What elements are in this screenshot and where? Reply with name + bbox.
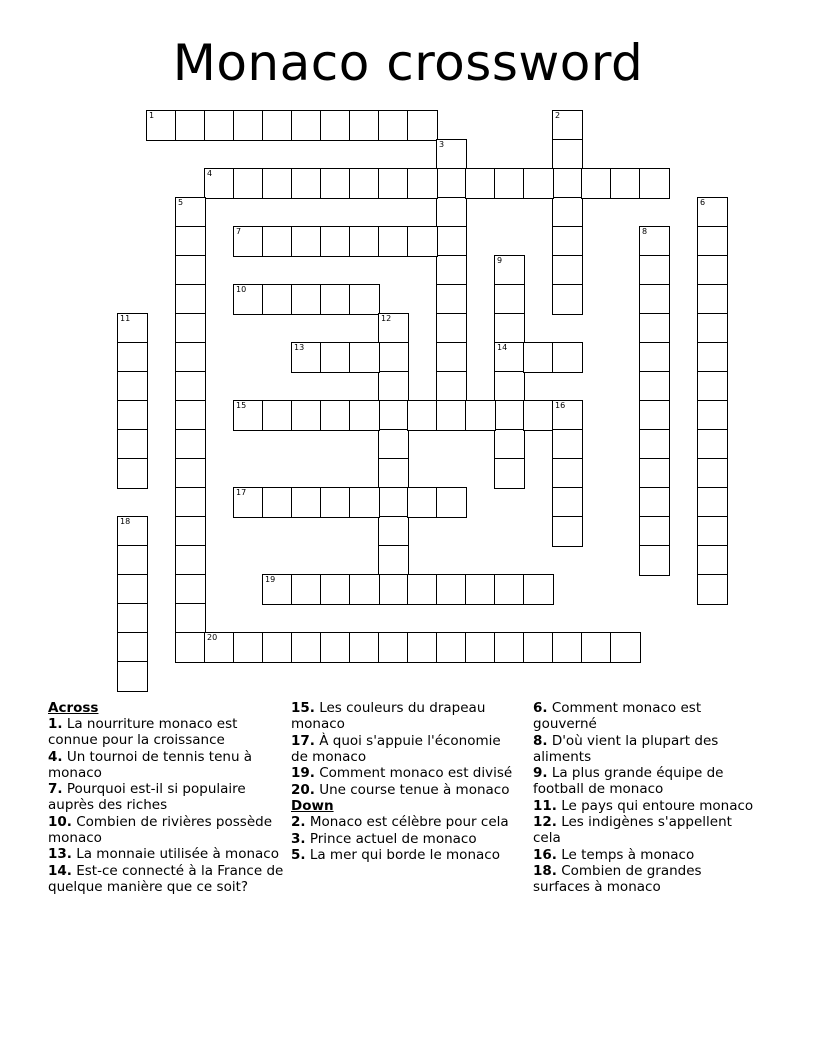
- grid-cell[interactable]: [262, 487, 293, 518]
- grid-cell[interactable]: [407, 226, 438, 257]
- grid-cell[interactable]: [436, 139, 467, 170]
- grid-cell[interactable]: [349, 110, 380, 141]
- down-clue: [533, 814, 759, 846]
- grid-cell[interactable]: [378, 371, 409, 402]
- grid-cell[interactable]: [320, 574, 351, 605]
- clue-text: Le pays qui entoure monaco: [561, 797, 754, 814]
- clue-number: 19.: [291, 765, 315, 781]
- grid-cell[interactable]: [320, 168, 351, 199]
- cell-number: 16: [555, 401, 566, 410]
- cell-number: 9: [497, 256, 503, 265]
- grid-cell[interactable]: [639, 255, 670, 286]
- clue-text: Comment monaco est gouverné: [533, 700, 702, 732]
- grid-cell[interactable]: [436, 197, 467, 228]
- clue-number: 4.: [48, 748, 63, 765]
- grid-cell[interactable]: [262, 632, 293, 663]
- grid-cell[interactable]: [697, 197, 728, 228]
- grid-cell[interactable]: [407, 400, 438, 431]
- grid-cell[interactable]: [639, 429, 670, 460]
- grid-cell[interactable]: [291, 226, 322, 257]
- clue-text: À quoi s'appuie l'économie de monaco: [291, 732, 501, 765]
- grid-cell[interactable]: [697, 458, 728, 489]
- across-heading: Across: [48, 700, 99, 716]
- grid-cell[interactable]: [262, 284, 293, 315]
- grid-cell[interactable]: [436, 313, 467, 344]
- grid-cell[interactable]: [552, 139, 583, 170]
- grid-cell[interactable]: [117, 574, 148, 605]
- cell-number: 1: [149, 111, 155, 120]
- clue-text: D'où vient la plupart des aliments: [533, 732, 719, 765]
- grid-cell[interactable]: [436, 487, 467, 518]
- grid-cell[interactable]: [494, 632, 525, 663]
- grid-cell[interactable]: [175, 110, 206, 141]
- grid-cell[interactable]: [117, 429, 148, 460]
- clue-number: 17.: [291, 732, 315, 749]
- grid-cell[interactable]: [204, 110, 235, 141]
- across-clue: [291, 782, 519, 798]
- across-clue: [48, 846, 284, 862]
- grid-cell[interactable]: [436, 574, 467, 605]
- grid-cell[interactable]: [494, 284, 525, 315]
- grid-cell[interactable]: [204, 632, 235, 663]
- grid-cell[interactable]: [465, 574, 496, 605]
- across-clue: [291, 700, 519, 732]
- grid-cell[interactable]: [552, 400, 583, 431]
- grid-cell[interactable]: [378, 632, 409, 663]
- down-clue: [533, 863, 759, 895]
- grid-cell[interactable]: [175, 371, 206, 402]
- grid-cell[interactable]: [523, 168, 554, 199]
- grid-cell[interactable]: [233, 226, 264, 257]
- grid-cell[interactable]: [639, 168, 670, 199]
- grid-cell[interactable]: [117, 545, 148, 576]
- across-clue: [48, 749, 284, 781]
- down-clue: [291, 847, 519, 863]
- clue-text: Est-ce connecté à la France de quelque manière que ce soit?: [48, 862, 284, 895]
- clue-number: 12.: [533, 814, 557, 830]
- grid-cell[interactable]: [175, 458, 206, 489]
- grid-cell[interactable]: [494, 371, 525, 402]
- grid-cell[interactable]: [175, 632, 206, 663]
- grid-cell[interactable]: [117, 400, 148, 431]
- clue-text: Monaco est célèbre pour cela: [309, 814, 509, 830]
- grid-cell[interactable]: [494, 574, 525, 605]
- grid-cell[interactable]: [407, 168, 438, 199]
- clue-number: 9.: [533, 765, 548, 781]
- grid-cell[interactable]: [175, 574, 206, 605]
- cell-number: 19: [265, 575, 276, 584]
- grid-cell[interactable]: [436, 255, 467, 286]
- cell-number: 4: [207, 169, 213, 178]
- grid-cell[interactable]: [233, 284, 264, 315]
- grid-cell[interactable]: [291, 284, 322, 315]
- grid-cell[interactable]: [436, 168, 467, 199]
- grid-cell[interactable]: [639, 371, 670, 402]
- clue-text: La plus grande équipe de football de monaco: [533, 765, 724, 797]
- grid-cell[interactable]: [378, 168, 409, 199]
- grid-cell[interactable]: [465, 400, 496, 431]
- grid-cell[interactable]: [320, 632, 351, 663]
- clues-column-2: [291, 700, 519, 864]
- grid-cell[interactable]: [262, 400, 293, 431]
- grid-cell[interactable]: [639, 226, 670, 257]
- grid-cell[interactable]: [494, 342, 525, 373]
- grid-cell[interactable]: [523, 574, 554, 605]
- grid-cell[interactable]: [494, 458, 525, 489]
- down-clue: [533, 847, 759, 863]
- grid-cell[interactable]: [465, 632, 496, 663]
- grid-cell[interactable]: [233, 110, 264, 141]
- grid-cell[interactable]: [552, 255, 583, 286]
- grid-cell[interactable]: [407, 110, 438, 141]
- grid-cell[interactable]: [349, 400, 380, 431]
- grid-cell[interactable]: [494, 400, 525, 431]
- grid-cell[interactable]: [378, 516, 409, 547]
- grid-cell[interactable]: [117, 603, 148, 634]
- grid-cell[interactable]: [552, 197, 583, 228]
- grid-cell[interactable]: [349, 342, 380, 373]
- grid-cell[interactable]: [552, 632, 583, 663]
- grid-cell[interactable]: [465, 168, 496, 199]
- clue-number: 3.: [291, 830, 306, 847]
- cell-number: 14: [497, 343, 508, 352]
- grid-cell[interactable]: [233, 400, 264, 431]
- grid-cell[interactable]: [117, 458, 148, 489]
- grid-cell[interactable]: [639, 545, 670, 576]
- cell-number: 12: [381, 314, 392, 323]
- clue-number: 14.: [48, 862, 72, 879]
- cell-number: 17: [236, 488, 247, 497]
- cell-number: 7: [236, 227, 242, 236]
- clues-column-1: [48, 700, 284, 895]
- grid-cell[interactable]: [117, 313, 148, 344]
- grid-cell[interactable]: [349, 487, 380, 518]
- grid-cell[interactable]: [494, 429, 525, 460]
- grid-cell[interactable]: [233, 487, 264, 518]
- grid-cell[interactable]: [320, 400, 351, 431]
- grid-cell[interactable]: [494, 255, 525, 286]
- grid-cell[interactable]: [378, 458, 409, 489]
- grid-cell[interactable]: [291, 574, 322, 605]
- across-clue: [291, 765, 519, 781]
- grid-cell[interactable]: [175, 487, 206, 518]
- down-clue: [533, 733, 759, 765]
- grid-cell[interactable]: [552, 168, 583, 199]
- clue-number: 13.: [48, 846, 72, 862]
- grid-cell[interactable]: [349, 632, 380, 663]
- clue-text: Un tournoi de tennis tenu à monaco: [48, 748, 253, 781]
- grid-cell[interactable]: [407, 487, 438, 518]
- across-clue: [48, 863, 284, 895]
- clue-text: Le temps à monaco: [561, 846, 695, 863]
- clue-number: 7.: [48, 781, 63, 797]
- grid-cell[interactable]: [291, 168, 322, 199]
- grid-cell[interactable]: [175, 226, 206, 257]
- grid-cell[interactable]: [523, 342, 554, 373]
- grid-cell[interactable]: [407, 632, 438, 663]
- grid-cell[interactable]: [436, 400, 467, 431]
- grid-cell[interactable]: [175, 197, 206, 228]
- across-clue: [48, 781, 284, 813]
- down-clue: [291, 814, 519, 830]
- grid-cell[interactable]: [436, 226, 467, 257]
- grid-cell[interactable]: [349, 226, 380, 257]
- cell-number: 10: [236, 285, 247, 294]
- clue-number: 16.: [533, 846, 557, 863]
- grid-cell[interactable]: [320, 487, 351, 518]
- clue-text: Combien de rivières possède monaco: [48, 813, 273, 846]
- clue-text: Les couleurs du drapeau monaco: [291, 700, 486, 732]
- clue-text: La monnaie utilisée à monaco: [76, 846, 279, 862]
- grid-cell[interactable]: [581, 168, 612, 199]
- grid-cell[interactable]: [523, 632, 554, 663]
- grid-cell[interactable]: [552, 226, 583, 257]
- clue-number: 1.: [48, 716, 63, 732]
- clue-number: 6.: [533, 700, 548, 716]
- clue-text: La nourriture monaco est connue pour la croissance: [48, 716, 238, 748]
- grid-cell[interactable]: [204, 168, 235, 199]
- page-title: Monaco crossword: [172, 34, 644, 92]
- clue-number: 20.: [291, 781, 315, 798]
- grid-cell[interactable]: [262, 168, 293, 199]
- grid-cell[interactable]: [320, 284, 351, 315]
- grid-cell[interactable]: [697, 400, 728, 431]
- grid-cell[interactable]: [552, 487, 583, 518]
- grid-cell[interactable]: [117, 661, 148, 692]
- grid-cell[interactable]: [697, 255, 728, 286]
- grid-cell[interactable]: [552, 110, 583, 141]
- grid-cell[interactable]: [262, 574, 293, 605]
- grid-cell[interactable]: [175, 400, 206, 431]
- grid-cell[interactable]: [175, 342, 206, 373]
- cell-number: 3: [439, 140, 445, 149]
- clue-number: 15.: [291, 700, 315, 716]
- clue-text: Comment monaco est divisé: [319, 765, 513, 781]
- cell-number: 13: [294, 343, 305, 352]
- across-clue: [291, 733, 519, 765]
- grid-cell[interactable]: [639, 516, 670, 547]
- grid-cell[interactable]: [291, 342, 322, 373]
- cell-number: 5: [178, 198, 184, 207]
- grid-cell[interactable]: [349, 284, 380, 315]
- grid-cell[interactable]: [233, 632, 264, 663]
- grid-cell[interactable]: [697, 516, 728, 547]
- grid-cell[interactable]: [610, 168, 641, 199]
- cell-number: 20: [207, 633, 218, 642]
- grid-cell[interactable]: [378, 487, 409, 518]
- grid-cell[interactable]: [175, 255, 206, 286]
- cell-number: 2: [555, 111, 561, 120]
- down-clue: [291, 831, 519, 847]
- cell-number: 6: [700, 198, 706, 207]
- clue-number: 5.: [291, 847, 306, 863]
- grid-cell[interactable]: [436, 632, 467, 663]
- grid-cell[interactable]: [378, 313, 409, 344]
- clue-number: 8.: [533, 732, 548, 749]
- grid-cell[interactable]: [581, 632, 612, 663]
- grid-cell[interactable]: [378, 429, 409, 460]
- grid-cell[interactable]: [494, 168, 525, 199]
- grid-cell[interactable]: [175, 603, 206, 634]
- grid-cell[interactable]: [552, 429, 583, 460]
- clue-number: 2.: [291, 814, 306, 830]
- grid-cell[interactable]: [291, 632, 322, 663]
- down-clue: [533, 700, 759, 732]
- grid-cell[interactable]: [697, 342, 728, 373]
- grid-cell[interactable]: [639, 487, 670, 518]
- grid-cell[interactable]: [378, 342, 409, 373]
- grid-cell[interactable]: [552, 516, 583, 547]
- grid-cell[interactable]: [697, 313, 728, 344]
- across-clue: [48, 716, 284, 748]
- clue-text: La mer qui borde le monaco: [309, 847, 500, 863]
- grid-cell[interactable]: [639, 400, 670, 431]
- cell-number: 8: [642, 227, 648, 236]
- grid-cell[interactable]: [175, 545, 206, 576]
- grid-cell[interactable]: [175, 429, 206, 460]
- grid-cell[interactable]: [494, 313, 525, 344]
- grid-cell[interactable]: [697, 429, 728, 460]
- grid-cell[interactable]: [262, 110, 293, 141]
- grid-cell[interactable]: [117, 342, 148, 373]
- grid-cell[interactable]: [378, 545, 409, 576]
- grid-cell[interactable]: [697, 284, 728, 315]
- grid-cell[interactable]: [552, 342, 583, 373]
- grid-cell[interactable]: [378, 400, 409, 431]
- grid-cell[interactable]: [291, 487, 322, 518]
- grid-cell[interactable]: [552, 284, 583, 315]
- grid-cell[interactable]: [639, 284, 670, 315]
- grid-cell[interactable]: [117, 516, 148, 547]
- grid-cell[interactable]: [552, 458, 583, 489]
- grid-cell[interactable]: [523, 400, 554, 431]
- clue-number: 10.: [48, 813, 72, 830]
- grid-cell[interactable]: [639, 458, 670, 489]
- grid-cell[interactable]: [320, 110, 351, 141]
- grid-cell[interactable]: [291, 110, 322, 141]
- clue-text: Combien de grandes surfaces à monaco: [533, 863, 702, 895]
- grid-cell[interactable]: [117, 371, 148, 402]
- grid-cell[interactable]: [349, 168, 380, 199]
- across-clue: [48, 814, 284, 846]
- grid-cell[interactable]: [639, 342, 670, 373]
- grid-cell[interactable]: [175, 313, 206, 344]
- grid-cell[interactable]: [378, 226, 409, 257]
- clue-text: Une course tenue à monaco: [319, 781, 510, 798]
- grid-cell[interactable]: [697, 371, 728, 402]
- down-clue: [533, 798, 759, 814]
- grid-cell[interactable]: [697, 487, 728, 518]
- grid-cell[interactable]: [175, 516, 206, 547]
- clue-text: Prince actuel de monaco: [309, 830, 477, 847]
- clue-number: 18.: [533, 863, 557, 879]
- grid-cell[interactable]: [262, 226, 293, 257]
- grid-cell[interactable]: [697, 545, 728, 576]
- cell-number: 15: [236, 401, 247, 410]
- grid-cell[interactable]: [436, 284, 467, 315]
- grid-cell[interactable]: [320, 342, 351, 373]
- clue-number: 11.: [533, 797, 557, 814]
- down-clue: [533, 765, 759, 797]
- clue-text: Les indigènes s'appellent cela: [533, 814, 732, 846]
- grid-cell[interactable]: [407, 574, 438, 605]
- grid-cell[interactable]: [175, 284, 206, 315]
- grid-cell[interactable]: [697, 226, 728, 257]
- grid-cell[interactable]: [233, 168, 264, 199]
- grid-cell[interactable]: [146, 110, 177, 141]
- grid-cell[interactable]: [697, 574, 728, 605]
- grid-cell[interactable]: [378, 110, 409, 141]
- grid-cell[interactable]: [378, 574, 409, 605]
- grid-cell[interactable]: [436, 342, 467, 373]
- grid-cell[interactable]: [349, 574, 380, 605]
- grid-cell[interactable]: [610, 632, 641, 663]
- grid-cell[interactable]: [117, 632, 148, 663]
- grid-cell[interactable]: [291, 400, 322, 431]
- cell-number: 11: [120, 314, 131, 323]
- clue-text: Pourquoi est-il si populaire auprès des riches: [48, 781, 246, 813]
- grid-cell[interactable]: [320, 226, 351, 257]
- down-heading: Down: [291, 798, 334, 814]
- clues-column-3: [533, 700, 759, 896]
- grid-cell[interactable]: [639, 313, 670, 344]
- cell-number: 18: [120, 517, 131, 526]
- grid-cell[interactable]: [436, 371, 467, 402]
